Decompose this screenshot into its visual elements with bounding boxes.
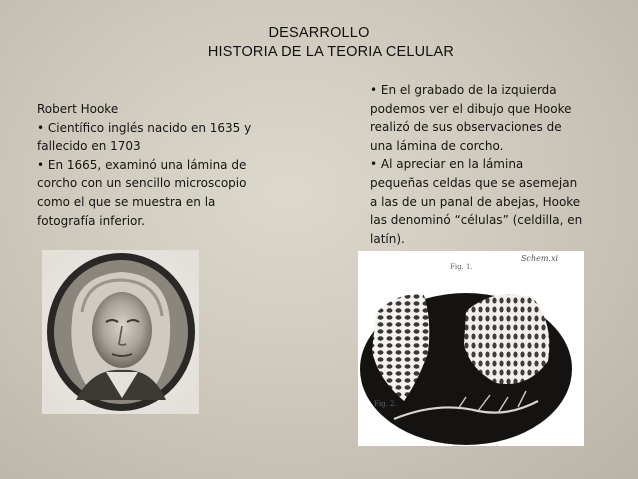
right-text-block — [370, 81, 582, 248]
right-line-5: • Al apreciar en la lámina — [370, 157, 524, 172]
left-line-2: • Científico inglés nacido en 1635 y — [37, 120, 252, 135]
portrait-image — [42, 250, 199, 414]
slide-title — [0, 24, 638, 62]
engraving-caption: Schem.xi — [521, 254, 559, 263]
right-line-4: una lámina de corcho. — [370, 138, 504, 153]
svg-text:Fig. 2.: Fig. 2. — [374, 400, 397, 408]
right-line-8: las denominó “células” (celdilla, en — [370, 213, 583, 228]
right-line-3: realizó de sus observaciones de — [370, 120, 562, 135]
title-line-1: DESARROLLO — [268, 25, 370, 41]
right-line-9: latín). — [370, 231, 405, 246]
title-line-2: HISTORIA DE LA TEORIA CELULAR — [207, 44, 455, 60]
right-line-2: podemos ver el dibujo que Hooke — [370, 101, 572, 116]
left-text-block — [37, 100, 251, 230]
cork-engraving-image — [358, 251, 584, 446]
svg-text:Fig. 1.: Fig. 1. — [450, 263, 473, 271]
right-line-1: • En el grabado de la izquierda — [370, 83, 557, 97]
right-line-7: a las de un panal de abejas, Hooke — [370, 194, 581, 209]
left-line-1: Robert Hooke — [37, 102, 119, 116]
left-line-4: • En 1665, examinó una lámina de — [37, 157, 247, 172]
left-line-3: fallecido en 1703 — [37, 139, 141, 154]
left-line-7: fotografía inferior. — [37, 213, 146, 228]
left-line-5: corcho con un sencillo microscopio — [37, 176, 247, 191]
left-line-6: como el que se muestra en la — [37, 194, 216, 209]
right-line-6: pequeñas celdas que se asemejan — [370, 175, 578, 190]
